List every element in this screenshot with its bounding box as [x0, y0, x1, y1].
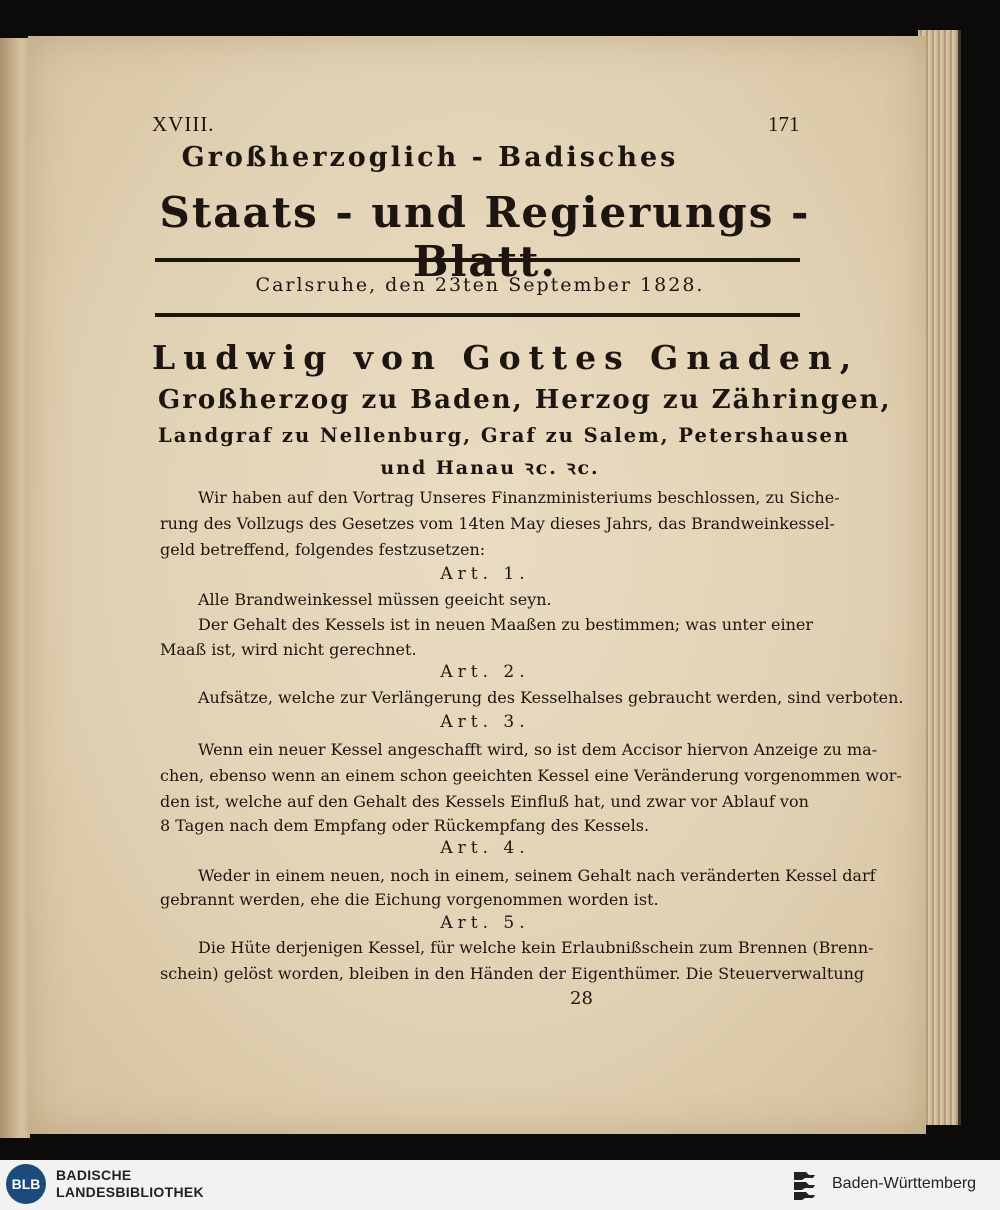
- masthead-line-2: Staats - und Regierungs - Blatt.: [159, 188, 811, 286]
- rule-top: [155, 258, 800, 262]
- body-line: Maaß ist, wird nicht gerechnet.: [160, 640, 417, 659]
- state-name[interactable]: Baden-Württemberg: [832, 1175, 977, 1192]
- article-heading: Art. 3.: [440, 712, 530, 732]
- article-heading: Art. 4.: [440, 838, 530, 858]
- rule-bottom: [155, 313, 800, 317]
- body-line: Wenn ein neuer Kessel angeschafft wird, so ist dem Accisor hiervon Anzeige zu ma-: [198, 740, 878, 759]
- left-page-edge: [0, 38, 30, 1138]
- decree-title-line: Landgraf zu Nellenburg, Graf zu Salem, Petershausen: [158, 424, 851, 447]
- body-line: 8 Tagen nach dem Empfang oder Rückempfang des Kessels.: [160, 816, 650, 835]
- decree-title-line: und Hanau ꝛc. ꝛc.: [380, 457, 600, 479]
- article-heading: Art. 5.: [440, 913, 530, 933]
- body-line: gebrannt werden, ehe die Eichung vorgenommen worden ist.: [160, 890, 659, 909]
- body-line: chen, ebenso wenn an einem schon geeichten Kessel eine Veränderung vorgenommen wor-: [160, 766, 902, 785]
- body-line: Der Gehalt des Kessels ist in neuen Maaßen zu bestimmen; was unter einer: [198, 615, 814, 634]
- footer-bar: [0, 1160, 1000, 1210]
- dateline: Carlsruhe, den 23ten September 1828.: [255, 274, 705, 296]
- body-line: Wir haben auf den Vortrag Unseres Finanzministeriums beschlossen, zu Siche-: [198, 488, 840, 507]
- body-line: Alle Brandweinkessel müssen geeicht seyn.: [198, 590, 552, 609]
- library-name[interactable]: [56, 1167, 204, 1201]
- article-heading: Art. 1.: [440, 564, 530, 584]
- body-line: Weder in einem neuen, noch in einem, seinem Gehalt nach veränderten Kessel darf: [198, 866, 876, 885]
- library-name-line-2: LANDESBIBLIOTHEK: [56, 1184, 204, 1200]
- body-line: Aufsätze, welche zur Verlängerung des Kesselhalses gebraucht werden, sind verboten.: [198, 688, 904, 707]
- signature-mark: 28: [570, 988, 593, 1009]
- body-line: geld betreffend, folgendes festzusetzen:: [160, 540, 486, 559]
- article-heading: Art. 2.: [440, 662, 530, 682]
- body-line: Die Hüte derjenigen Kessel, für welche kein Erlaubnißschein zum Brennen (Brenn-: [198, 938, 874, 957]
- page-number: 171: [768, 112, 800, 136]
- section-number: XVIII.: [152, 112, 215, 136]
- decree-title-line: Großherzog zu Baden, Herzog zu Zähringen,: [158, 385, 892, 415]
- decree-heading: Ludwig von Gottes Gnaden,: [152, 338, 860, 377]
- body-line: rung des Vollzugs des Gesetzes vom 14ten May dieses Jahrs, das Brandweinkessel-: [160, 514, 835, 533]
- body-line: schein) gelöst worden, bleiben in den Händen der Eigenthümer. Die Steuerverwaltung: [160, 964, 865, 983]
- lions-coat-of-arms-icon: [790, 1168, 822, 1202]
- masthead-line-1: Großherzoglich - Badisches: [181, 142, 679, 173]
- library-name-line-1: BADISCHE: [56, 1167, 132, 1183]
- blb-logo[interactable]: BLB: [6, 1164, 46, 1204]
- body-line: den ist, welche auf den Gehalt des Kessels Einfluß hat, und zwar vor Ablauf von: [160, 792, 809, 811]
